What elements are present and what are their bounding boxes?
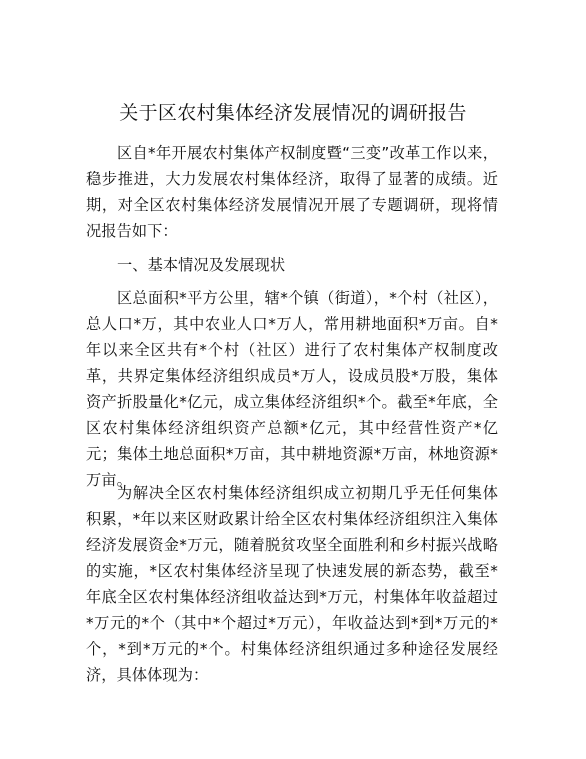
intro-paragraph: 区自*年开展农村集体产权制度暨“三变”改革工作以来，稳步推进，大力发展农村集体经济，取得了显著的成绩。近期，对全区农村集体经济发展情况开展了专题调研，现将情况报告如下： xyxy=(86,144,498,240)
document-title: 关于区农村集体经济发展情况的调研报告 xyxy=(119,102,467,124)
development-paragraph: 为解决全区农村集体经济组织成立初期几乎无任何集体积累，*年以来区财政累计给全区农村集体经济组织注入集体经济发展资金*万元，随着脱贫攻坚全面胜利和乡村振兴战略的实施，*区农村集体经济呈现了快速发展的新态势，截至*年底全区农村集体经济组收益达到*万元，村集体年收益超过*万元的*个（其中*个超过*万元），年收益达到*到*万元的*个，*到*万元的*个。村集体经济组织通过多种途径发展经济，具体体现为： xyxy=(86,484,498,684)
section-heading: 一、基本情况及发展现状 xyxy=(117,256,286,274)
basic-situation-paragraph: 区总面积*平方公里，辖*个镇（街道），*个村（社区），总人口*万，其中农业人口*万人，常用耕地面积*万亩。自*年以来全区共有*个村（社区）进行了农村集体产权制度改革，共界定集体经济组织成员*万人，设成员股*万股，集体资产折股量化*亿元，成立集体经济组织*个。截至*年底，全区农村集体经济组织资产总额*亿元，其中经营性资产*亿元；集体土地总面积*万亩，其中耕地资源*万亩，林地资源*万亩。 xyxy=(86,289,498,489)
